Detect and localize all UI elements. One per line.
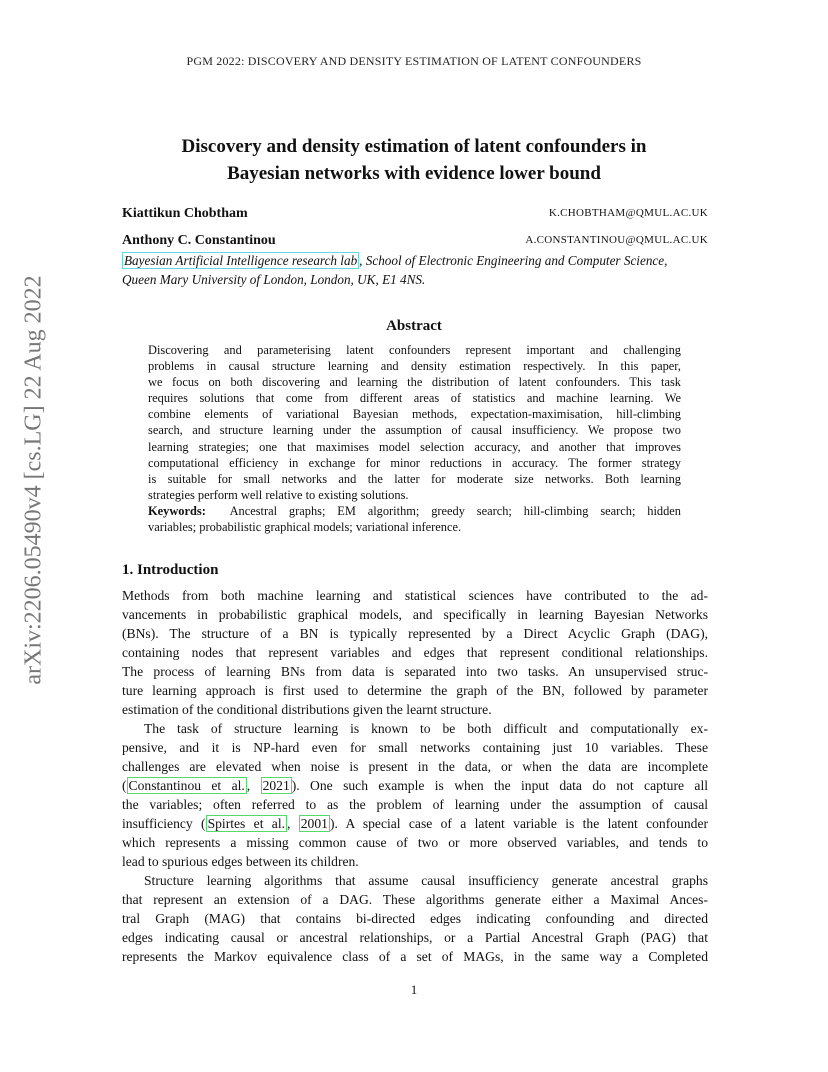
- body-text: [122, 586, 708, 966]
- body-line: estimation of the conditional distributions given the learnt structure.: [122, 702, 492, 717]
- abstract-line: computational efficiency in exchange for minor reductions in accuracy. The former strategy: [148, 455, 681, 470]
- cite-paren: (: [122, 778, 127, 793]
- author-row: [122, 206, 708, 222]
- abstract-line: requires solutions that come from different areas of statistics and machine learning. We: [148, 391, 681, 406]
- body-line: lead to spurious edges between its children.: [122, 854, 359, 869]
- body-text-span: ). A special case of a latent variable is the latent confounder: [329, 816, 709, 831]
- affiliation-text: , School of Electronic Engineering and Computer Science,: [359, 253, 668, 268]
- abstract-line: search, and structure learning under the assumption of causal insufficiency. We propose two: [148, 423, 681, 438]
- body-line: that represent an extension of a DAG. These algorithms generate either a Maximal Ances-: [122, 892, 708, 907]
- body-line: containing nodes that represent variables and edges that represent conditional relationships.: [122, 645, 708, 660]
- title-line: Bayesian networks with evidence lower bound: [227, 163, 601, 184]
- body-line: ture learning approach is first used to determine the graph of the BN, followed by parameter: [122, 683, 708, 698]
- body-line: pensive, and it is NP-hard even for small networks containing just 10 variables. These: [122, 740, 708, 755]
- body-line: [122, 814, 708, 833]
- keywords-line: [148, 503, 681, 519]
- body-text-span: ). One such example is when the input data do not capture all: [291, 778, 708, 793]
- abstract-line: learning strategies; one that maximises model selection accuracy, and another that improves: [148, 439, 681, 454]
- body-line: The process of learning BNs from data is separated into two tasks. An unsupervised struc-: [122, 664, 708, 679]
- abstract-line: problems in causal structure learning and density estimation respectively. In this paper,: [148, 359, 681, 374]
- abstract-line: we focus on both discovering and learning the distribution of latent confounders. This task: [148, 375, 681, 390]
- paper-title: [100, 133, 728, 187]
- citation-link[interactable]: Constantinou et al.: [128, 778, 245, 793]
- author-email[interactable]: K.CHOBTHAM@QMUL.AC.UK: [548, 207, 708, 219]
- cite-sep: ,: [287, 816, 299, 831]
- body-line: which represents a missing common cause of two or more observed variables, and tends to: [122, 835, 708, 850]
- body-line: edges indicating causal or ancestral relationships, or a Partial Ancestral Graph (PAG) that: [122, 930, 708, 945]
- keywords-text: Ancestral graphs; EM algorithm; greedy search; hill-climbing search; hidden: [229, 503, 681, 518]
- author-name: Anthony C. Constantinou: [122, 233, 276, 248]
- citation-year-link[interactable]: 2001: [300, 816, 328, 831]
- section-heading: 1. Introduction: [122, 562, 219, 578]
- body-line: (BNs). The structure of a BN is typically represented by a Direct Acyclic Graph (DAG),: [122, 626, 708, 641]
- body-line: Structure learning algorithms that assume causal insufficiency generate ancestral graphs: [144, 873, 708, 888]
- abstract-body: [148, 342, 681, 535]
- abstract-line: Discovering and parameterising latent confounders represent important and challenging: [148, 343, 681, 357]
- body-line: tral Graph (MAG) that contains bi-directed edges indicating confounding and directed: [122, 911, 708, 926]
- abstract-line: strategies perform well relative to existing solutions.: [148, 487, 409, 502]
- citation-year-link[interactable]: 2021: [262, 778, 290, 793]
- title-line: Discovery and density estimation of latent confounders in: [181, 136, 647, 157]
- body-line: The task of structure learning is known to be both difficult and computationally ex-: [144, 721, 708, 736]
- arxiv-id-text: arXiv:2206.05490v4 [cs.LG] 22 Aug 2022: [20, 275, 47, 685]
- author-name: Kiattikun Chobtham: [122, 206, 248, 221]
- body-line: [122, 776, 708, 795]
- affiliation-text: Queen Mary University of London, London, UK, E1 4NS.: [122, 272, 426, 287]
- body-line: vancements in probabilistic graphical models, and specifically in learning Bayesian Networks: [122, 607, 708, 622]
- keywords-label: Keywords:: [148, 503, 206, 518]
- page-number: 1: [410, 982, 418, 997]
- body-line: challenges are elevated when noise is present in the data, or when the data are incomplete: [122, 759, 708, 774]
- abstract-line: combine elements of variational Bayesian methods, expectation-maximisation, hill-climbing: [148, 407, 681, 422]
- body-line: represents the Markov equivalence class of a set of MAGs, in the same way a Completed: [122, 949, 708, 964]
- abstract-heading: Abstract: [386, 318, 442, 334]
- cite-sep: ,: [246, 778, 261, 793]
- author-email[interactable]: A.CONSTANTINOU@QMUL.AC.UK: [525, 234, 708, 246]
- body-line: Methods from both machine learning and statistical sciences have contributed to the ad-: [122, 588, 708, 603]
- author-row: [122, 233, 708, 249]
- body-text-span: insufficiency (: [122, 816, 206, 831]
- abstract-line: is suitable for small networks and the latter for moderate size networks. Both learning: [148, 471, 681, 486]
- body-line: the variables; often referred to as the problem of learning under the assumption of causal: [122, 797, 708, 812]
- affiliation: [122, 251, 712, 289]
- lab-link[interactable]: Bayesian Artificial Intelligence research lab: [124, 253, 358, 268]
- running-head: PGM 2022: DISCOVERY AND DENSITY ESTIMATION OF LATENT CONFOUNDERS: [186, 54, 642, 68]
- keywords-line: variables; probabilistic graphical models; variational inference.: [148, 520, 462, 535]
- citation-link[interactable]: Spirtes et al.: [207, 816, 286, 831]
